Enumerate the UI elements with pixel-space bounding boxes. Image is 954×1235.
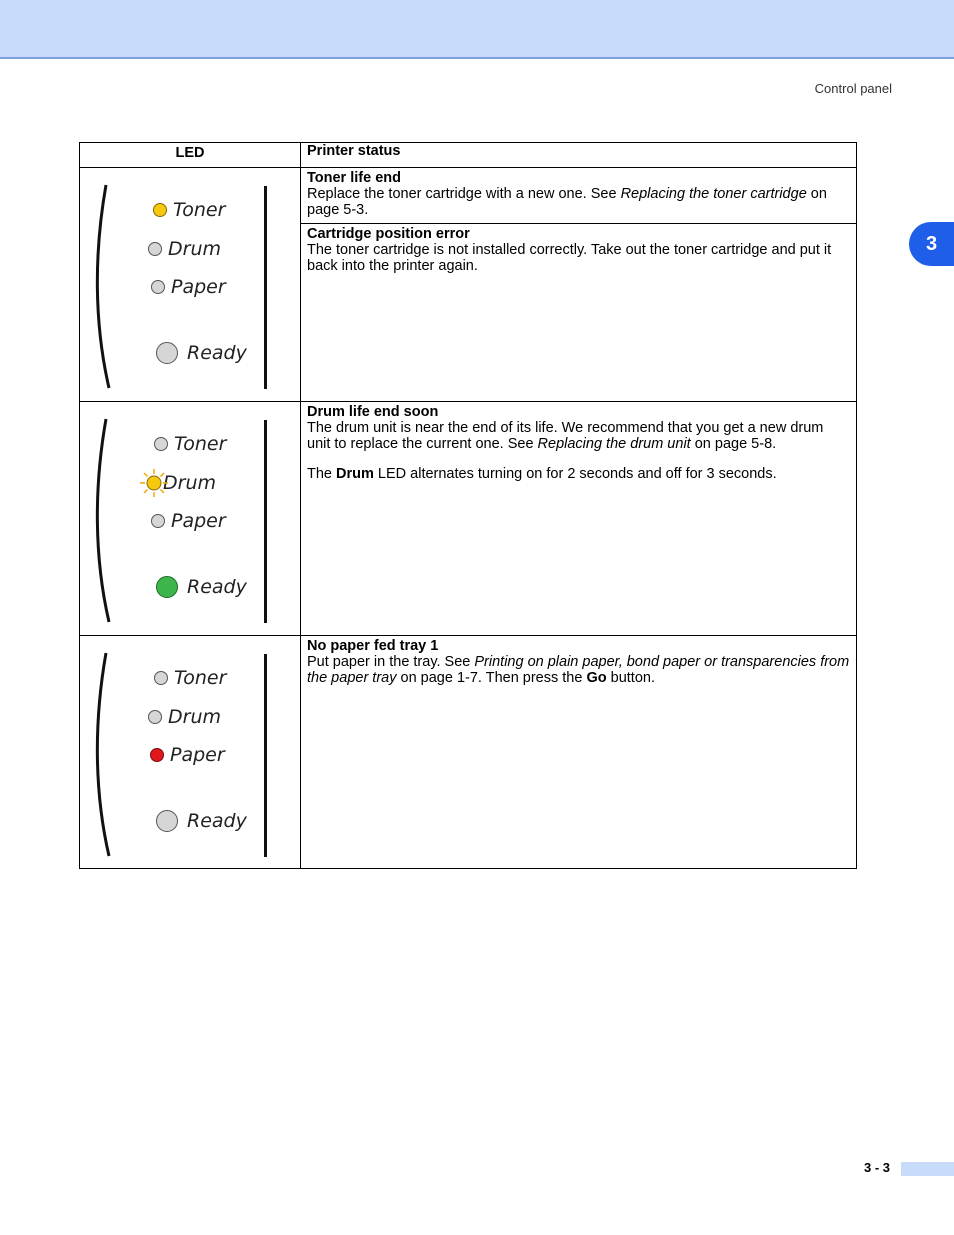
led-toner-indicator-icon	[153, 203, 167, 217]
table-row	[80, 636, 857, 869]
led-paper-indicator-icon	[151, 280, 165, 294]
status-description	[301, 636, 857, 869]
page-number: 3 - 3	[864, 1160, 891, 1175]
led-paper	[151, 276, 226, 298]
led-toner-label: Toner	[174, 433, 227, 455]
led-paper-label: Paper	[170, 744, 225, 766]
panel-bracket-icon	[94, 183, 114, 393]
led-drum-blinking-icon	[147, 476, 161, 490]
led-ready	[156, 342, 247, 364]
led-toner-label: Toner	[174, 667, 227, 689]
status-description	[301, 168, 857, 224]
status-description	[301, 402, 857, 636]
led-paper	[150, 744, 225, 766]
panel-divider	[264, 186, 267, 389]
led-drum-indicator-icon	[148, 710, 162, 724]
cross-reference: Replacing the drum unit	[537, 436, 691, 452]
led-ready	[156, 810, 247, 832]
led-toner	[154, 433, 226, 455]
cross-reference: Printing on plain paper, bond paper or transparencies from the paper tray	[307, 654, 850, 686]
chapter-tab[interactable]: 3	[909, 222, 954, 266]
led-drum	[148, 238, 221, 260]
column-header-led: LED	[80, 143, 301, 168]
status-title: Cartridge position error	[307, 225, 470, 242]
note-text-end: LED alternates turning on for 2 seconds and off for 3 seconds.	[373, 466, 777, 482]
led-ready-indicator-icon	[156, 810, 178, 832]
status-text: The drum unit is near the end of its life. We recommend that you get a new drum unit to replace the current one. See	[307, 420, 824, 452]
header-band	[0, 0, 954, 59]
led-toner-indicator-icon	[154, 671, 168, 685]
led-drum	[148, 706, 221, 728]
status-title: No paper fed tray 1	[307, 638, 439, 654]
led-ready-label: Ready	[187, 342, 247, 364]
led-toner	[154, 667, 226, 689]
table-row	[80, 168, 857, 224]
section-title: Control panel	[814, 81, 892, 96]
panel-bracket-icon	[94, 651, 114, 861]
table-row	[80, 402, 857, 636]
status-description	[301, 223, 857, 401]
led-paper	[151, 510, 226, 532]
led-diagram	[80, 636, 301, 869]
status-title: Toner life end	[307, 170, 401, 186]
status-text: Replace the toner cartridge with a new one. See	[307, 186, 621, 202]
go-button-name: Go	[586, 670, 607, 686]
footer-band	[901, 1162, 954, 1176]
cross-reference: Replacing the toner cartridge	[620, 186, 807, 202]
status-title: Drum life end soon	[307, 404, 439, 420]
led-paper-indicator-icon	[150, 748, 164, 762]
led-toner-indicator-icon	[154, 437, 168, 451]
led-drum-label: Drum	[168, 706, 221, 728]
led-drum	[147, 472, 216, 494]
led-ready-label: Ready	[187, 576, 247, 598]
status-text-end: on page 5-8.	[690, 436, 777, 452]
led-paper-indicator-icon	[151, 514, 165, 528]
led-drum-indicator-icon	[148, 242, 162, 256]
led-drum-label: Drum	[163, 472, 216, 494]
led-ready-indicator-icon	[156, 576, 178, 598]
led-toner-label: Toner	[173, 199, 226, 221]
table-header-row	[80, 143, 857, 168]
led-status-table	[79, 142, 857, 869]
status-text-mid: on page 1-7. Then press the	[396, 670, 587, 686]
status-text-end: on page 5-3.	[307, 186, 827, 218]
led-diagram	[80, 168, 301, 402]
status-text: The toner cartridge is not installed correctly. Take out the toner cartridge and put it back into the printer again.	[307, 241, 832, 274]
led-drum-label: Drum	[168, 238, 221, 260]
panel-bracket-icon	[94, 417, 114, 627]
panel-divider	[264, 654, 267, 857]
led-toner	[153, 199, 225, 221]
led-ready-label: Ready	[187, 810, 247, 832]
note-bold: Drum	[336, 466, 374, 482]
blink-note	[307, 466, 850, 482]
led-ready-indicator-icon	[156, 342, 178, 364]
panel-divider	[264, 420, 267, 623]
column-header-status: Printer status	[301, 143, 857, 168]
note-text: The	[307, 466, 337, 482]
led-ready	[156, 576, 247, 598]
status-text-end: button.	[606, 670, 655, 686]
led-diagram	[80, 402, 301, 636]
status-text: Put paper in the tray. See	[307, 654, 475, 670]
led-paper-label: Paper	[171, 510, 226, 532]
led-paper-label: Paper	[171, 276, 226, 298]
